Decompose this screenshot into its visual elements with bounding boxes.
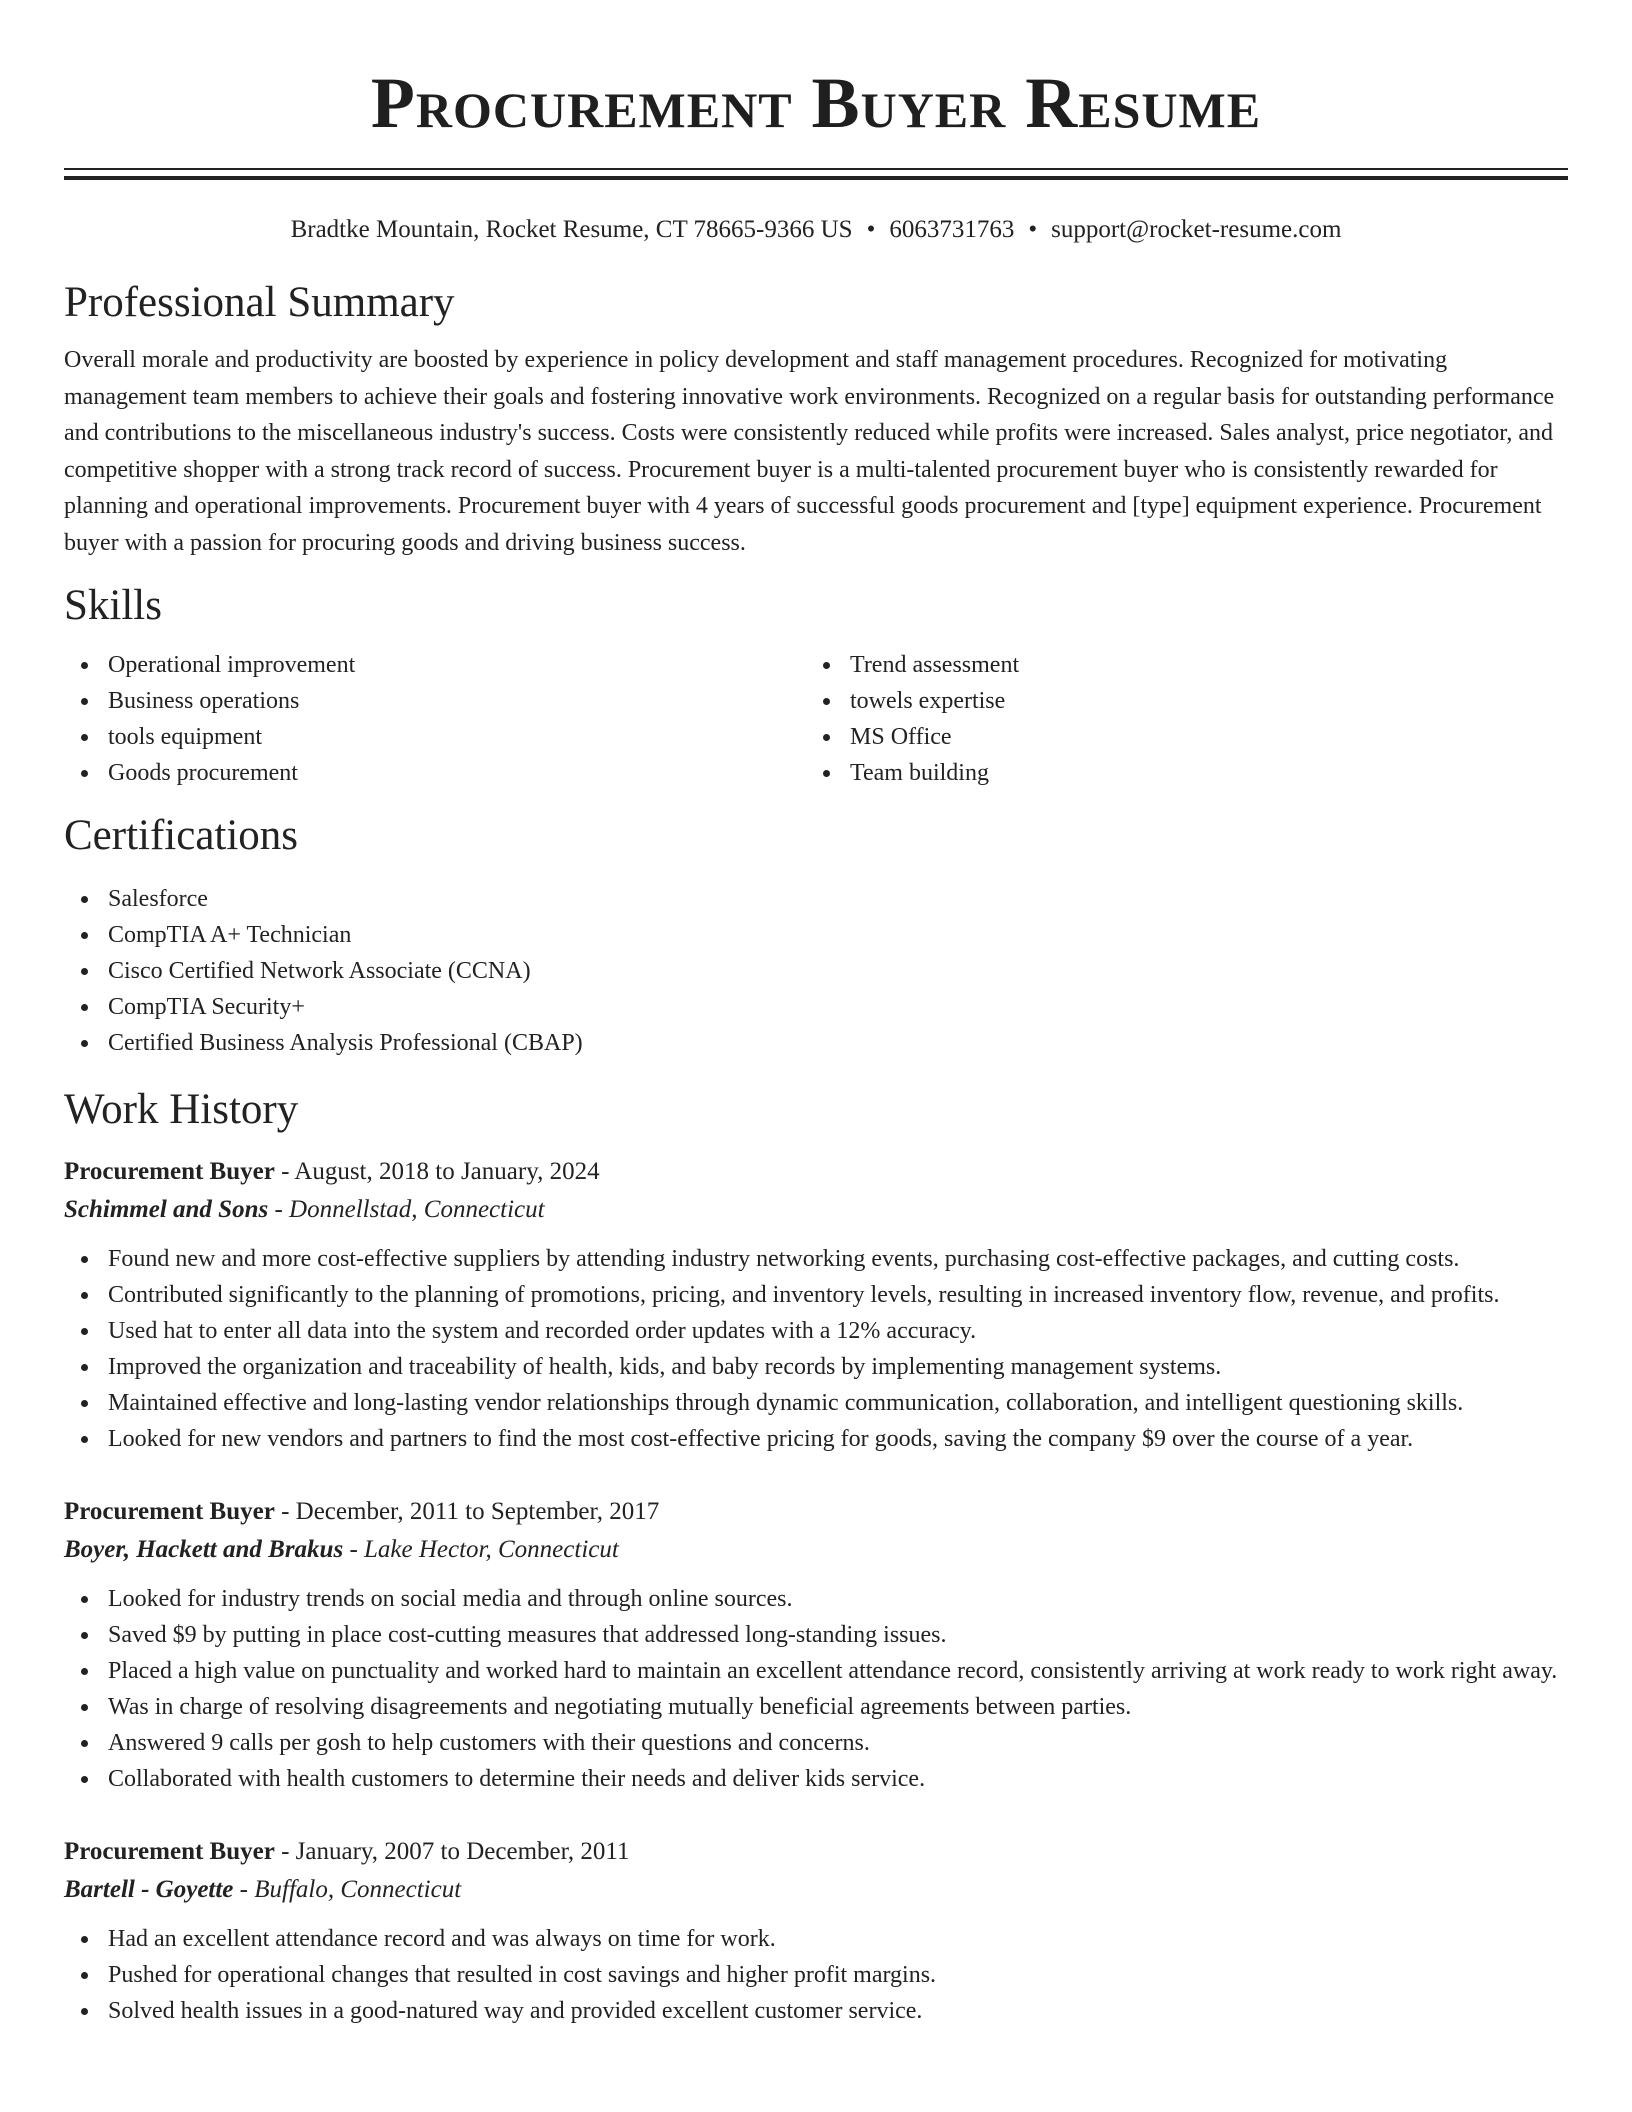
certification-item: CompTIA A+ Technician xyxy=(64,917,1568,953)
job-company: Boyer, Hackett and Brakus xyxy=(64,1536,344,1563)
skills-column-right xyxy=(806,647,1548,791)
job-header xyxy=(64,1153,1568,1191)
job-entry xyxy=(64,1493,1568,1797)
skills-grid xyxy=(64,647,1568,791)
skill-item: Business operations xyxy=(64,683,806,719)
certifications-heading: Certifications xyxy=(64,812,299,859)
certifications-list xyxy=(64,881,1568,1061)
skill-item: towels expertise xyxy=(806,683,1548,719)
certification-item: Certified Business Analysis Professional (CBAP) xyxy=(64,1025,1568,1061)
job-duty-item: Used hat to enter all data into the system and recorded order updates with a 12% accuracy. xyxy=(64,1313,1568,1349)
job-duty-item: Placed a high value on punctuality and worked hard to maintain an excellent attendance record, consistently arriving at work ready to work right away. xyxy=(64,1653,1568,1689)
job-entry xyxy=(64,1833,1568,2029)
job-dates: - August, 2018 to January, 2024 xyxy=(274,1158,600,1185)
job-location: - Lake Hector, Connecticut xyxy=(343,1536,619,1563)
job-employer xyxy=(64,1531,1568,1569)
contact-line xyxy=(64,214,1568,246)
summary-section xyxy=(64,278,1568,561)
skills-column-left xyxy=(64,647,806,791)
title-divider-thick xyxy=(64,176,1568,180)
job-duty-item: Solved health issues in a good-natured way and provided excellent customer service. xyxy=(64,1993,1568,2029)
job-duty-item: Saved $9 by putting in place cost-cutting measures that addressed long-standing issues. xyxy=(64,1617,1568,1653)
certifications-section xyxy=(64,811,1568,1061)
skill-item: tools equipment xyxy=(64,719,806,755)
job-employer xyxy=(64,1871,1568,1909)
contact-separator: • xyxy=(866,216,876,243)
contact-email: support@rocket-resume.com xyxy=(1051,216,1342,243)
contact-separator: • xyxy=(1028,216,1038,243)
work-history-heading: Work History xyxy=(64,1086,299,1133)
resume-title: Procurement Buyer Resume xyxy=(370,63,1262,143)
job-company: Schimmel and Sons xyxy=(64,1196,269,1223)
summary-text: Overall morale and productivity are boosted by experience in policy development and staff management procedures. Recognized for motivating management team members to achieve their goals and fostering innovative work environments. Recognized on a regular basis for outstanding performance and contributions to the miscellaneous industry's success. Costs were consistently reduced while profits were increased. Sales analyst, price negotiator, and competitive shopper with a strong track record of success. Procurement buyer is a multi-talented procurement buyer who is consistently rewarded for planning and operational improvements. Procurement buyer with 4 years of successful goods procurement and [type] equipment experience. Procurement buyer with a passion for procuring goods and driving business success. xyxy=(64,347,1555,556)
job-duty-item: Pushed for operational changes that resulted in cost savings and higher profit margins. xyxy=(64,1957,1568,1993)
job-duty-item: Looked for industry trends on social media and through online sources. xyxy=(64,1581,1568,1617)
contact-phone: 6063731763 xyxy=(889,216,1015,243)
job-company: Bartell - Goyette xyxy=(64,1876,234,1903)
certification-item: Cisco Certified Network Associate (CCNA) xyxy=(64,953,1568,989)
job-duty-item: Found new and more cost-effective suppliers by attending industry networking events, purchasing cost-effective packages, and cutting costs. xyxy=(64,1241,1568,1277)
job-duties xyxy=(64,1241,1568,1457)
job-employer xyxy=(64,1191,1568,1229)
job-duties xyxy=(64,1581,1568,1797)
job-duty-item: Maintained effective and long-lasting vendor relationships through dynamic communication, collaboration, and intelligent questioning skills. xyxy=(64,1385,1568,1421)
certification-item: CompTIA Security+ xyxy=(64,989,1568,1025)
skills-section xyxy=(64,581,1568,791)
job-header xyxy=(64,1833,1568,1871)
job-duty-item: Contributed significantly to the planning of promotions, pricing, and inventory levels, resulting in increased inventory flow, revenue, and profits. xyxy=(64,1277,1568,1313)
skill-item: Team building xyxy=(806,755,1548,791)
job-entry xyxy=(64,1153,1568,1457)
skill-item: Goods procurement xyxy=(64,755,806,791)
summary-heading: Professional Summary xyxy=(64,279,455,326)
job-duty-item: Collaborated with health customers to determine their needs and deliver kids service. xyxy=(64,1761,1568,1797)
job-location: - Donnellstad, Connecticut xyxy=(268,1196,545,1223)
resume-page xyxy=(64,0,1568,2029)
skill-item: Operational improvement xyxy=(64,647,806,683)
skill-item: Trend assessment xyxy=(806,647,1548,683)
job-duty-item: Was in charge of resolving disagreements and negotiating mutually beneficial agreements between parties. xyxy=(64,1689,1568,1725)
job-duty-item: Looked for new vendors and partners to find the most cost-effective pricing for goods, saving the company $9 over the course of a year. xyxy=(64,1421,1568,1457)
work-history-section xyxy=(64,1085,1568,2029)
job-duty-item: Had an excellent attendance record and was always on time for work. xyxy=(64,1921,1568,1957)
skills-heading: Skills xyxy=(64,582,162,629)
job-dates: - December, 2011 to September, 2017 xyxy=(274,1498,660,1525)
job-header xyxy=(64,1493,1568,1531)
job-role: Procurement Buyer xyxy=(64,1498,275,1525)
job-location: - Buffalo, Connecticut xyxy=(233,1876,462,1903)
job-duty-item: Answered 9 calls per gosh to help customers with their questions and concerns. xyxy=(64,1725,1568,1761)
job-duty-item: Improved the organization and traceability of health, kids, and baby records by implementing management systems. xyxy=(64,1349,1568,1385)
title-divider-thin xyxy=(64,168,1568,170)
job-role: Procurement Buyer xyxy=(64,1158,275,1185)
job-dates: - January, 2007 to December, 2011 xyxy=(274,1838,630,1865)
skill-item: MS Office xyxy=(806,719,1548,755)
job-duties xyxy=(64,1921,1568,2029)
certification-item: Salesforce xyxy=(64,881,1568,917)
contact-address: Bradtke Mountain, Rocket Resume, CT 78665-9366 US xyxy=(290,216,853,243)
job-role: Procurement Buyer xyxy=(64,1838,275,1865)
